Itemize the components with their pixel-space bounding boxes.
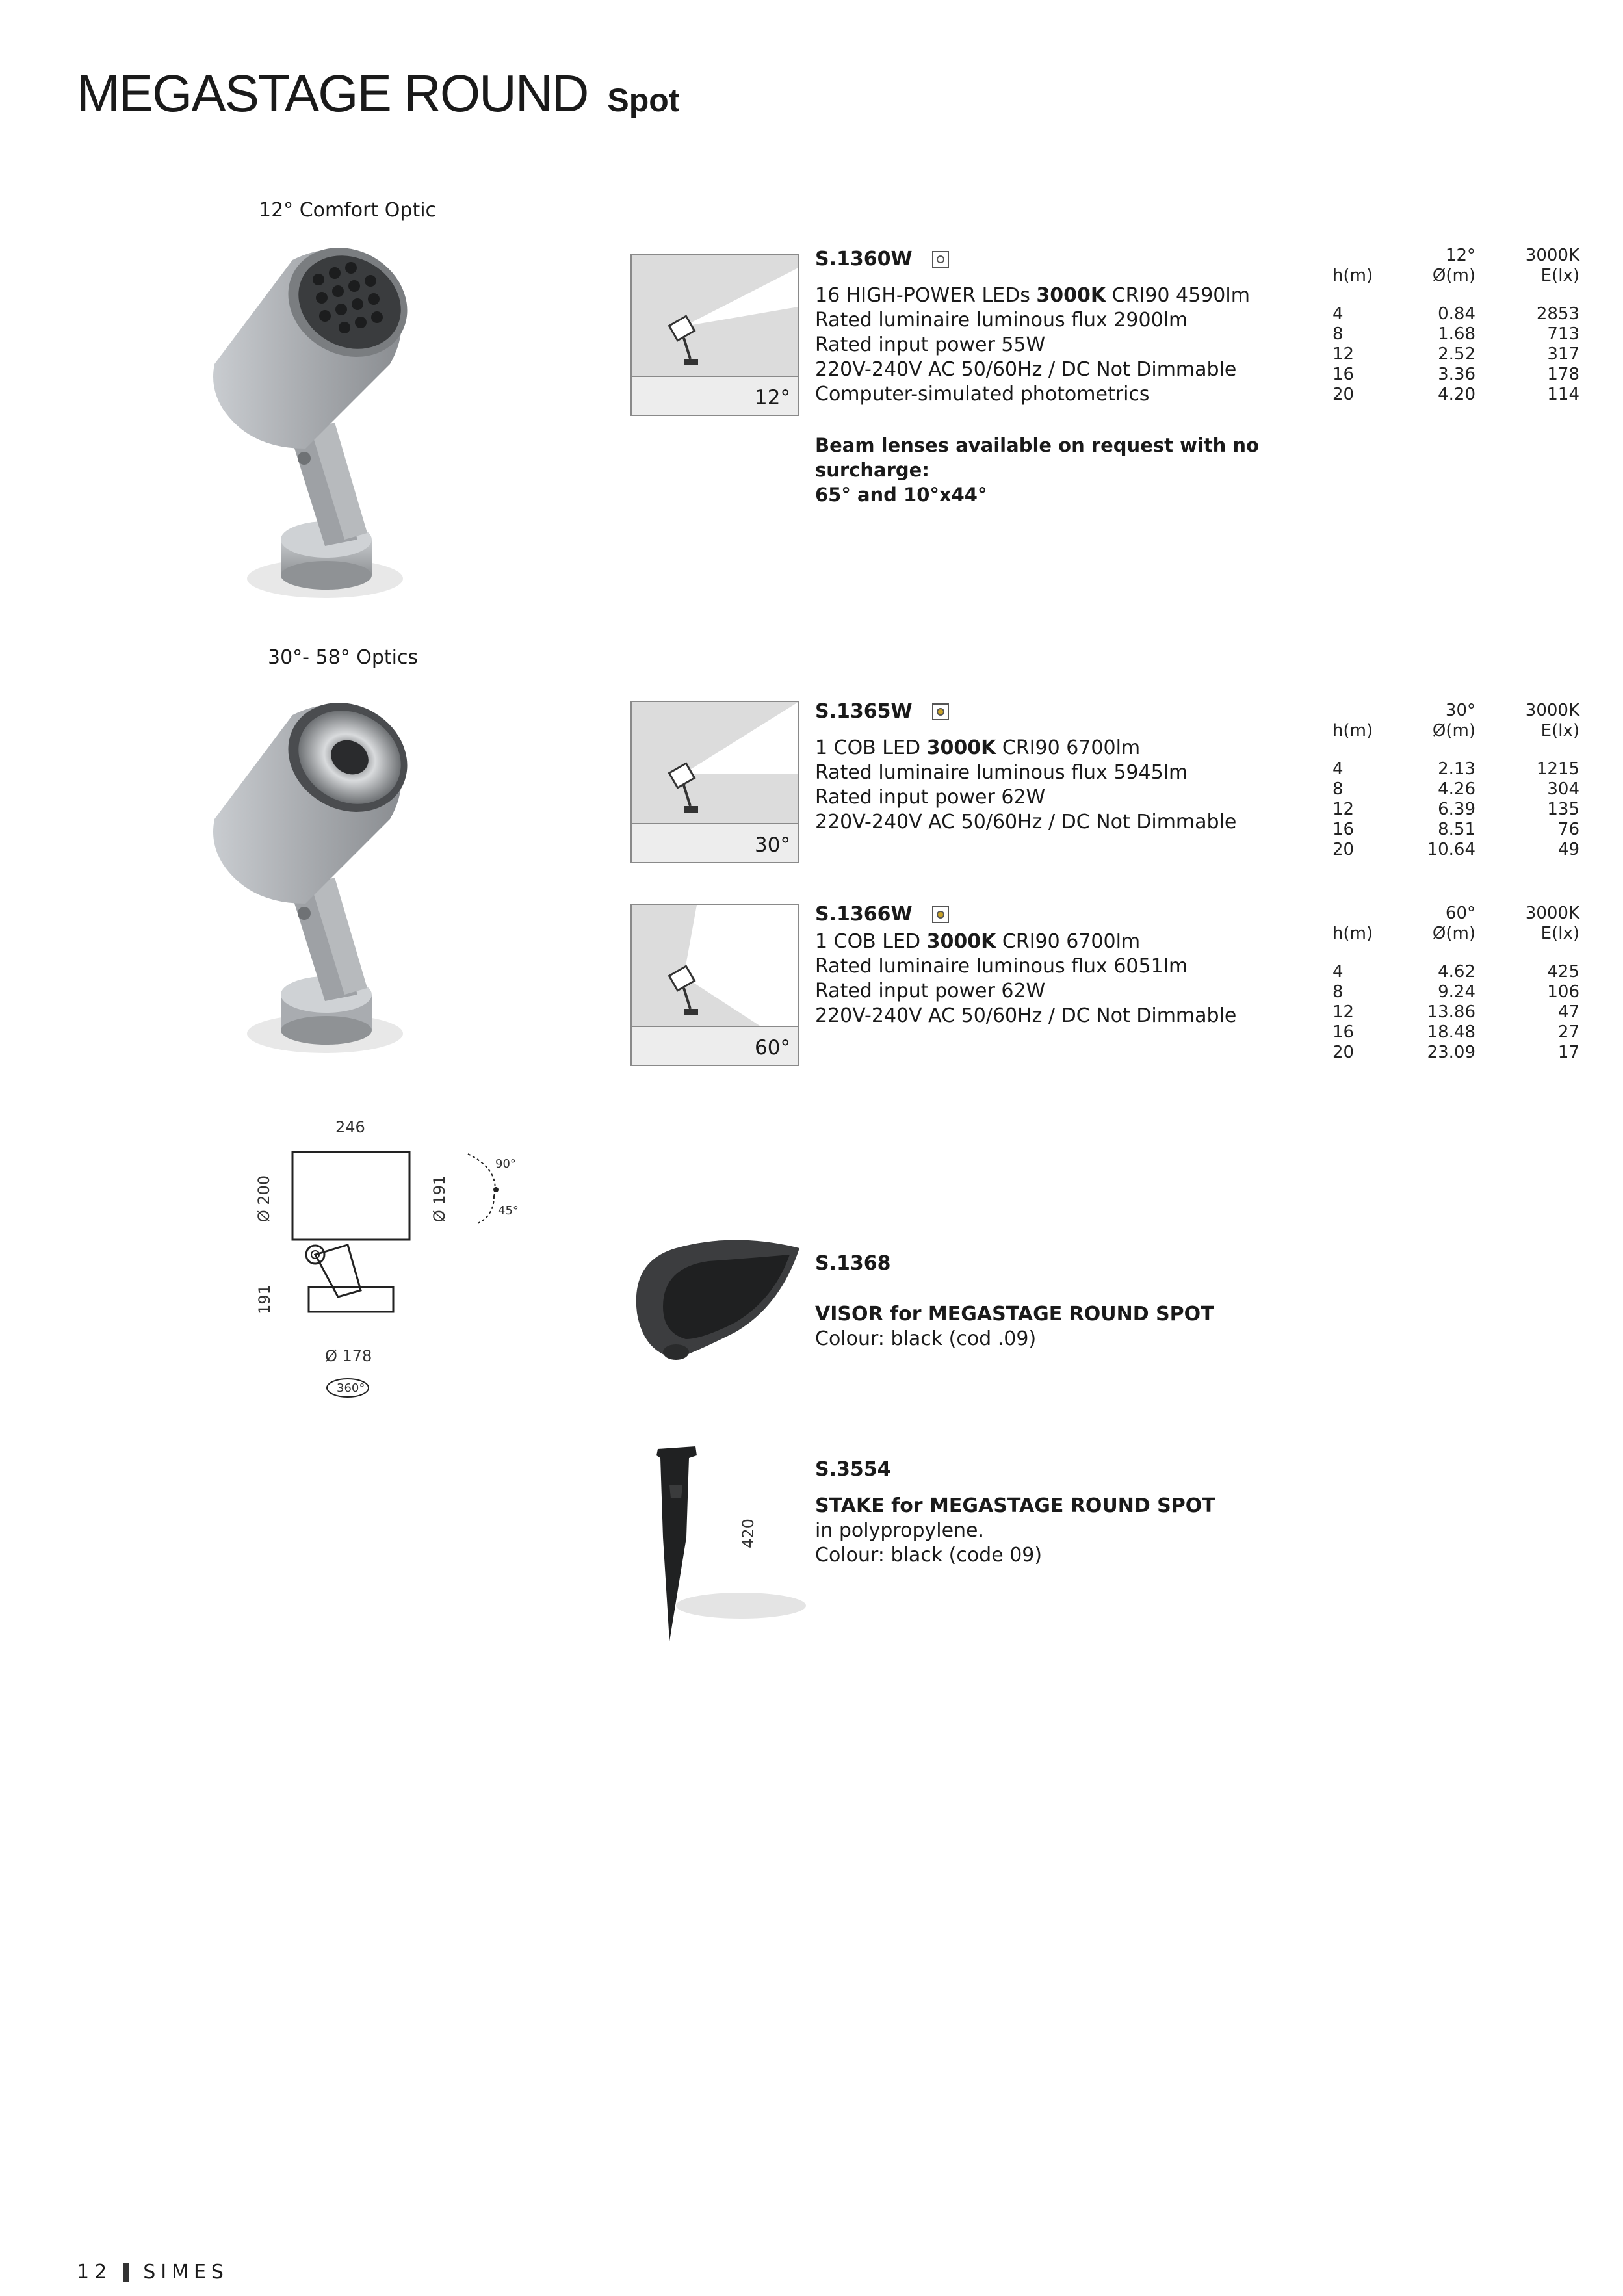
product-line-2: Rated luminaire luminous flux 2900lm [815, 309, 1188, 332]
beam-angle-label: 12° [755, 386, 790, 410]
table-row: 20 4.20 114 [1332, 385, 1579, 404]
table-row: 4 4.62 425 [1332, 962, 1579, 982]
product-code: S.1365W [815, 700, 913, 723]
table-row: 4 2.13 1215 [1332, 759, 1579, 779]
dim-width: 246 [335, 1118, 365, 1136]
dimension-drawing [247, 1151, 546, 1424]
product-line-1: 1 COB LED 3000K CRI90 6700lm [815, 930, 1141, 953]
dim-base-diameter: Ø 178 [325, 1347, 372, 1365]
caption-optics: 30°- 58° Optics [268, 646, 419, 669]
luminaire-image-comfort [195, 234, 468, 611]
photometric-table-s1365w: 30° 3000K h(m) Ø(m) E(lx) 4 2.13 1215 8 4.26 304 12 6.39 135 16 8.51 76 20 10.64 49 [1332, 701, 1579, 859]
accessory-title: VISOR for MEGASTAGE ROUND SPOT [815, 1303, 1214, 1325]
product-line-3: Rated input power 62W [815, 786, 1046, 809]
product-line-4: 220V-240V AC 50/60Hz / DC Not Dimmable [815, 811, 1237, 833]
page-title [77, 64, 679, 124]
beam-angle-label: 30° [755, 833, 790, 857]
dim-tilt-up: 90° [495, 1157, 516, 1171]
beam-diagram-60 [630, 904, 799, 1066]
accessory-colour: Colour: black (cod .09) [815, 1327, 1037, 1350]
product-line-1: 1 COB LED 3000K CRI90 6700lm [815, 737, 1141, 759]
beam-lens-note-1: Beam lenses available on request with no surcharge: [815, 434, 1259, 481]
beam-diagram-30 [630, 701, 799, 863]
dim-stake-length: 420 [738, 1519, 757, 1548]
product-line-3: Rated input power 55W [815, 333, 1046, 356]
filled-dot-square-icon [932, 906, 949, 923]
caption-comfort-optic: 12° Comfort Optic [259, 199, 437, 222]
title-main: MEGASTAGE ROUND [77, 64, 588, 122]
photometric-table-s1366w: 60° 3000K h(m) Ø(m) E(lx) 4 4.62 425 8 9.24 106 12 13.86 47 16 18.48 27 20 23.09 17 [1332, 904, 1579, 1062]
accessory-code: S.1368 [815, 1252, 891, 1275]
table-row: 16 8.51 76 [1332, 820, 1579, 839]
product-line-4: 220V-240V AC 50/60Hz / DC Not Dimmable [815, 1004, 1237, 1027]
product-s1366w [815, 902, 1309, 1028]
title-subtitle: Spot [607, 82, 680, 118]
beam-lens-note-2: 65° and 10°x44° [815, 484, 987, 506]
product-line-3: Rated input power 62W [815, 980, 1046, 1002]
product-line-2: Rated luminaire luminous flux 6051lm [815, 955, 1188, 978]
dim-rotation: 360° [337, 1381, 365, 1395]
visor-image [624, 1235, 812, 1372]
table-row: 8 1.68 713 [1332, 324, 1579, 344]
table-row: 16 18.48 27 [1332, 1023, 1579, 1042]
table-row: 20 23.09 17 [1332, 1043, 1579, 1062]
accessory-visor [815, 1251, 1270, 1351]
photometric-table-s1360w: 12° 3000K h(m) Ø(m) E(lx) 4 0.84 2853 8 1.68 713 12 2.52 317 16 3.36 178 20 4.20 114 [1332, 246, 1579, 404]
stake-image [650, 1446, 806, 1648]
table-row: 8 4.26 304 [1332, 779, 1579, 799]
dim-front-diameter: Ø 191 [430, 1175, 449, 1223]
product-line-1: 16 HIGH-POWER LEDs 3000K CRI90 4590lm [815, 284, 1250, 307]
dim-height: 191 [255, 1285, 274, 1314]
beam-diagram-12 [630, 254, 799, 416]
filled-dot-square-icon [932, 703, 949, 720]
table-row: 12 2.52 317 [1332, 345, 1579, 364]
table-row: 20 10.64 49 [1332, 840, 1579, 859]
product-line-4: 220V-240V AC 50/60Hz / DC Not Dimmable [815, 358, 1237, 381]
table-row: 12 13.86 47 [1332, 1002, 1579, 1022]
open-dot-square-icon [932, 251, 949, 268]
product-s1365w [815, 699, 1309, 835]
beam-angle-label: 60° [755, 1036, 790, 1060]
product-code: S.1360W [815, 248, 913, 270]
brand-name: SIMES [143, 2261, 229, 2284]
table-row: 12 6.39 135 [1332, 800, 1579, 819]
accessory-code: S.3554 [815, 1458, 891, 1481]
product-line-5: Computer-simulated photometrics [815, 383, 1150, 406]
accessory-title: STAKE for MEGASTAGE ROUND SPOT [815, 1494, 1215, 1517]
table-row: 8 9.24 106 [1332, 982, 1579, 1002]
accessory-stake [815, 1457, 1270, 1568]
dim-head-diameter: Ø 200 [255, 1175, 274, 1223]
accessory-material: in polypropylene. [815, 1519, 985, 1542]
luminaire-image-optics [195, 689, 468, 1066]
page-number: 12 [77, 2261, 112, 2284]
product-s1360w [815, 247, 1309, 507]
footer [77, 2261, 229, 2284]
product-line-2: Rated luminaire luminous flux 5945lm [815, 761, 1188, 784]
separator-bar [123, 2263, 129, 2282]
table-row: 4 0.84 2853 [1332, 304, 1579, 324]
table-row: 16 3.36 178 [1332, 365, 1579, 384]
product-code: S.1366W [815, 903, 913, 926]
accessory-colour: Colour: black (code 09) [815, 1544, 1043, 1567]
dim-tilt-down: 45° [498, 1204, 519, 1218]
